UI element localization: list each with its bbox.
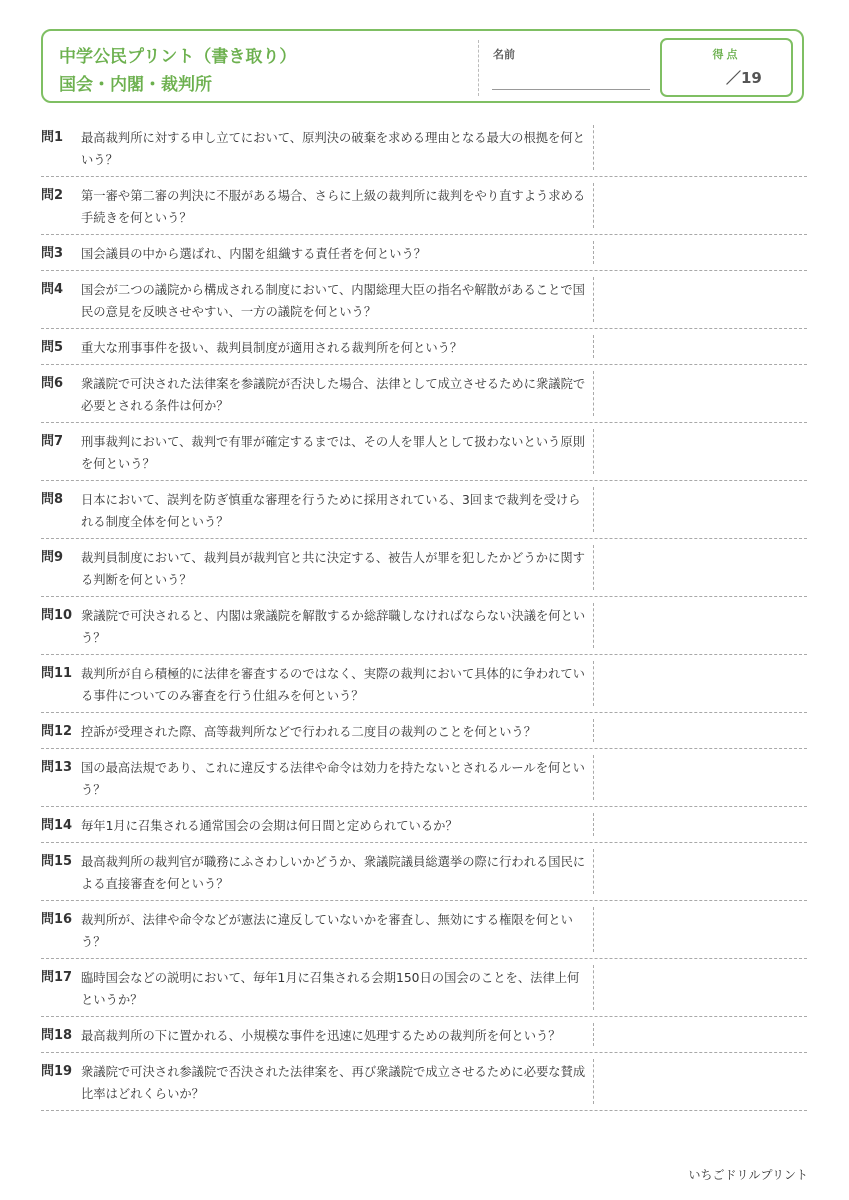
- question-row: [41, 329, 807, 365]
- answer-field[interactable]: [593, 1053, 807, 1110]
- question-row: [41, 959, 807, 1017]
- question-number: 問12: [41, 724, 73, 739]
- score-label: 得点: [712, 48, 741, 61]
- question-number: 問17: [41, 970, 73, 985]
- answer-field[interactable]: [593, 271, 807, 328]
- question-row: [41, 423, 807, 481]
- question-number: 問3: [41, 246, 64, 261]
- answer-field[interactable]: [593, 329, 807, 364]
- score-box: [660, 38, 793, 97]
- question-number: 問18: [41, 1028, 73, 1043]
- question-number: 問16: [41, 912, 73, 927]
- answer-field[interactable]: [593, 481, 807, 538]
- answer-field[interactable]: [593, 365, 807, 422]
- question-row: [41, 481, 807, 539]
- question-row: [41, 807, 807, 843]
- question-row: [41, 713, 807, 749]
- worksheet-title: 中学公民プリント（書き取り）: [59, 47, 297, 67]
- answer-field[interactable]: [593, 655, 807, 712]
- question-text: 最高裁判所の下に置かれる、小規模な事件を迅速に処理するための裁判所を何という？: [81, 1029, 561, 1043]
- question-number: 問5: [41, 340, 64, 355]
- answer-field[interactable]: [593, 843, 807, 900]
- question-number: 問11: [41, 666, 73, 681]
- answer-field[interactable]: [593, 177, 807, 234]
- question-row: [41, 655, 807, 713]
- question-number: 問19: [41, 1064, 73, 1079]
- question-number: 問15: [41, 854, 73, 869]
- question-row: [41, 177, 807, 235]
- question-row: [41, 365, 807, 423]
- answer-field[interactable]: [593, 119, 807, 176]
- question-number: 問1: [41, 130, 64, 145]
- question-number: 問2: [41, 188, 64, 203]
- footer-brand: いちごドリルプリント: [688, 1168, 808, 1182]
- question-number: 問13: [41, 760, 73, 775]
- answer-field[interactable]: [593, 749, 807, 806]
- question-row: [41, 1053, 807, 1111]
- question-row: [41, 235, 807, 271]
- question-text: 最高裁判所に対する申し立てにおいて、原判決の破棄を求める理由となる最大の根拠を何という？: [81, 131, 585, 167]
- question-row: [41, 539, 807, 597]
- answer-field[interactable]: [593, 539, 807, 596]
- answer-field[interactable]: [593, 713, 807, 748]
- name-field[interactable]: [492, 89, 650, 90]
- question-number: 問7: [41, 434, 64, 449]
- question-text: 第一審や第二審の判決に不服がある場合、さらに上級の裁判所に裁判をやり直すよう求める手続きを何という？: [81, 189, 586, 225]
- question-row: [41, 1017, 807, 1053]
- question-row: [41, 597, 807, 655]
- question-number: 問6: [41, 376, 64, 391]
- question-number: 問14: [41, 818, 73, 833]
- answer-field[interactable]: [593, 235, 807, 270]
- question-text: 衆議院で可決された法律案を参議院が否決した場合、法律として成立させるために衆議院で必要とされる条件は何か？: [81, 377, 586, 413]
- question-number: 問9: [41, 550, 64, 565]
- question-text: 国会が二つの議院から構成される制度において、内閣総理大臣の指名や解散があることで国民の意見を反映させやすい、一方の議院を何という？: [81, 283, 585, 319]
- question-number: 問8: [41, 492, 64, 507]
- question-text: 日本において、誤判を防ぎ慎重な審理を行うために採用されている、3回まで裁判を受けられる制度全体を何という？: [81, 493, 581, 529]
- name-label: 名前: [493, 48, 515, 61]
- question-row: [41, 843, 807, 901]
- worksheet-subtitle: 国会・内閣・裁判所: [59, 75, 212, 95]
- question-text: 裁判所が自ら積極的に法律を審査するのではなく、実際の裁判において具体的に争われている事件についてのみ審査を行う仕組みを何という？: [81, 667, 585, 703]
- question-text: 重大な刑事事件を扱い、裁判員制度が適用される裁判所を何という？: [81, 341, 463, 355]
- question-row: [41, 749, 807, 807]
- answer-field[interactable]: [593, 1017, 807, 1052]
- answer-field[interactable]: [593, 423, 807, 480]
- question-text: 国会議員の中から選ばれ、内閣を組織する責任者を何という？: [81, 247, 427, 261]
- question-text: 臨時国会などの説明において、毎年1月に召集される会期150日の国会のことを、法律上何というか？: [81, 971, 580, 1007]
- answer-field[interactable]: [593, 959, 807, 1016]
- question-text: 最高裁判所の裁判官が職務にふさわしいかどうか、衆議院議員総選挙の際に行われる国民による直接審査を何という？: [81, 855, 586, 891]
- question-text: 裁判所が、法律や命令などが憲法に違反していないかを審査し、無効にする権限を何という？: [81, 913, 573, 949]
- question-text: 衆議院で可決されると、内閣は衆議院を解散するか総辞職しなければならない決議を何という？: [81, 609, 586, 645]
- question-text: 裁判員制度において、裁判員が裁判官と共に決定する、被告人が罪を犯したかどうかに関する判断を何という？: [81, 551, 585, 587]
- answer-field[interactable]: [593, 901, 807, 958]
- question-row: [41, 271, 807, 329]
- question-text: 刑事裁判において、裁判で有罪が確定するまでは、その人を罪人として扱わないという原則を何という？: [81, 435, 585, 471]
- answer-field[interactable]: [593, 807, 807, 842]
- question-number: 問10: [41, 608, 73, 623]
- question-number: 問4: [41, 282, 64, 297]
- question-row: [41, 119, 807, 177]
- question-text: 毎年1月に召集される通常国会の会期は何日間と定められているか？: [81, 819, 458, 833]
- question-row: [41, 901, 807, 959]
- question-text: 国の最高法規であり、これに違反する法律や命令は効力を持たないとされるルールを何という？: [81, 761, 585, 797]
- answer-field[interactable]: [593, 597, 807, 654]
- worksheet-header: [41, 29, 804, 103]
- question-text: 衆議院で可決され参議院で否決された法律案を、再び衆議院で成立させるために必要な賛成比率はどれくらいか？: [81, 1065, 586, 1101]
- question-list: [41, 119, 807, 1111]
- name-divider: [478, 40, 479, 96]
- score-total: ／19: [726, 69, 762, 87]
- question-text: 控訴が受理された際、高等裁判所などで行われる二度目の裁判のことを何という？: [81, 725, 536, 739]
